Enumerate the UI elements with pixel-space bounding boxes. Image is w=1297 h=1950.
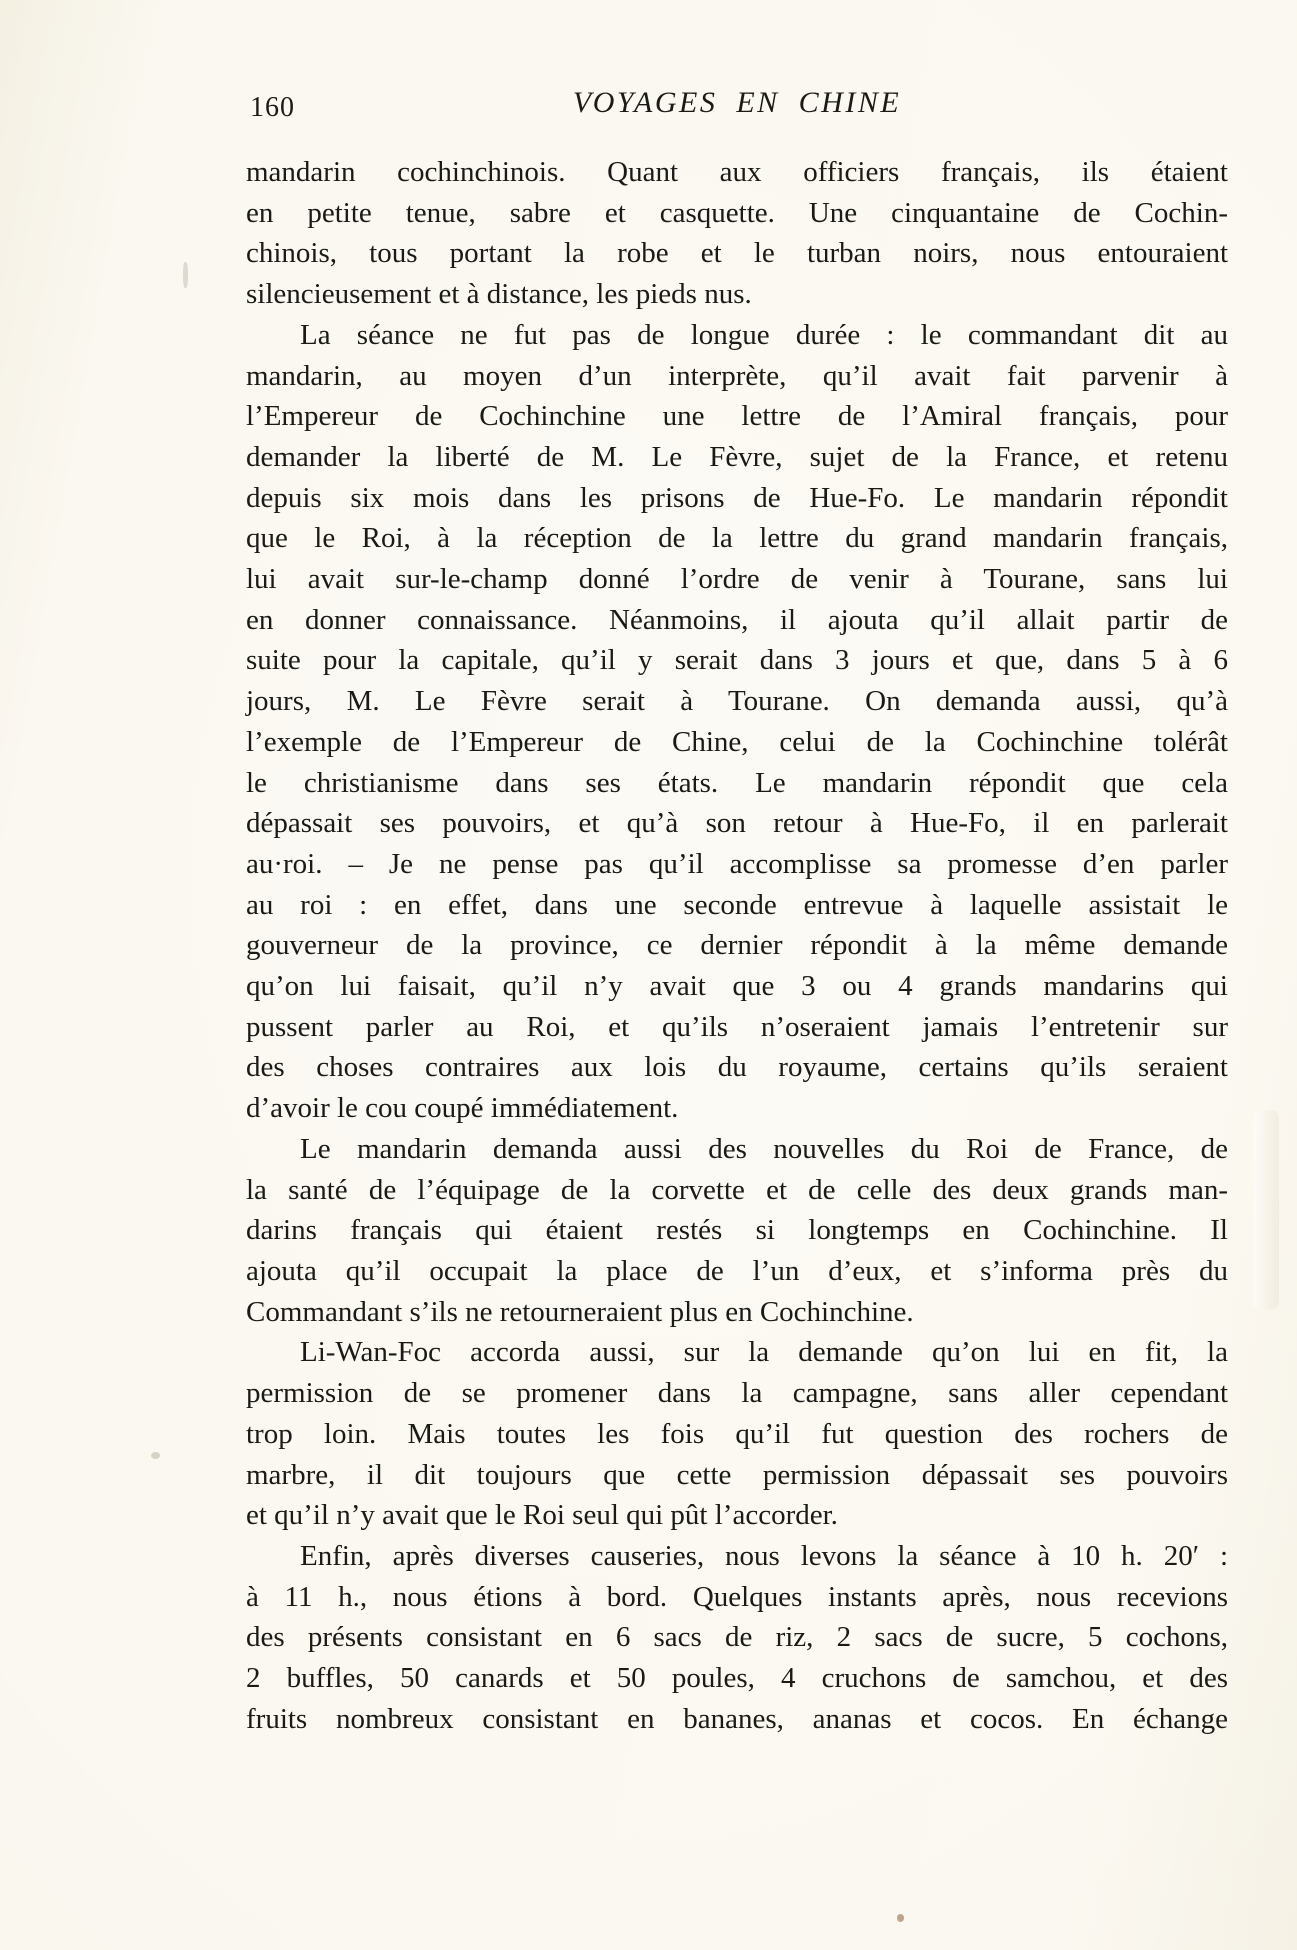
text-line: trop loin. Mais toutes les fois qu’il fut question des rochers de (246, 1417, 1228, 1450)
scan-shadow (1253, 1110, 1279, 1310)
text-line: lui avait sur-le-champ donné l’ordre de venir à Tourane, sans lui (246, 563, 1228, 596)
paragraph (246, 1332, 1228, 1536)
text-line: darins français qui étaient restés si longtemps en Cochinchine. Il (246, 1214, 1228, 1247)
text-line: que le Roi, à la réception de la lettre du grand mandarin français, (246, 522, 1228, 555)
text-line: mandarin cochinchinois. Quant aux officiers français, ils étaient (246, 156, 1228, 188)
text-line: en donner connaissance. Néanmoins, il ajouta qu’il allait partir de (246, 603, 1228, 636)
text-line: Commandant s’ils ne retourneraient plus en Cochinchine. (246, 1295, 914, 1328)
text-line: dépassait ses pouvoirs, et qu’à son retour à Hue-Fo, il en parlerait (246, 807, 1228, 840)
paragraph (246, 315, 1228, 1129)
text-line: au roi : en effet, dans une seconde entrevue à laquelle assistait le (246, 888, 1228, 921)
text-line: l’exemple de l’Empereur de Chine, celui de la Cochinchine tolérât (246, 725, 1228, 758)
text-line: des présents consistant en 6 sacs de riz, 2 sacs de sucre, 5 cochons, (246, 1621, 1228, 1654)
text-line: en petite tenue, sabre et casquette. Une cinquantaine de Cochin- (246, 196, 1228, 229)
text-block (246, 84, 1228, 1739)
text-line: suite pour la capitale, qu’il y serait dans 3 jours et que, dans 5 à 6 (246, 644, 1228, 677)
text-line: au·roi. – Je ne pense pas qu’il accomplisse sa promesse d’en parler (246, 847, 1228, 880)
text-line: La séance ne fut pas de longue durée : le commandant dit au (300, 318, 1228, 351)
text-line: l’Empereur de Cochinchine une lettre de l’Amiral français, pour (246, 400, 1228, 433)
text-line: Enfin, après diverses causeries, nous levons la séance à 10 h. 20′ : (300, 1539, 1228, 1572)
text-line: qu’on lui faisait, qu’il n’y avait que 3 ou 4 grands mandarins qui (246, 970, 1228, 1003)
text-line: gouverneur de la province, ce dernier répondit à la même demande (246, 929, 1228, 962)
paragraph (246, 1129, 1228, 1333)
page-number: 160 (250, 92, 295, 123)
text-line: à 11 h., nous étions à bord. Quelques instants après, nous recevions (246, 1580, 1228, 1613)
text-line: Le mandarin demanda aussi des nouvelles du Roi de France, de (300, 1132, 1228, 1165)
text-line: silencieusement et à distance, les pieds nus. (246, 278, 752, 311)
paragraph (246, 152, 1228, 315)
text-line: fruits nombreux consistant en bananes, ananas et cocos. En échange (246, 1702, 1228, 1735)
text-line: le christianisme dans ses états. Le mandarin répondit que cela (246, 766, 1228, 799)
scan-speck (183, 262, 188, 288)
text-line: mandarin, au moyen d’un interprète, qu’il avait fait parvenir à (246, 359, 1228, 392)
text-line: marbre, il dit toujours que cette permission dépassait ses pouvoirs (246, 1458, 1228, 1491)
text-line: depuis six mois dans les prisons de Hue-Fo. Le mandarin répondit (246, 481, 1228, 514)
text-line: jours, M. Le Fèvre serait à Tourane. On demanda aussi, qu’à (246, 685, 1228, 718)
text-line: permission de se promener dans la campagne, sans aller cependant (246, 1377, 1228, 1410)
scan-speck (897, 1914, 904, 1922)
scan-speck (151, 1452, 160, 1459)
text-line: ajouta qu’il occupait la place de l’un d’eux, et s’informa près du (246, 1254, 1228, 1287)
text-line: la santé de l’équipage de la corvette et de celle des deux grands man- (246, 1173, 1228, 1206)
running-title: VOYAGES EN CHINE (572, 86, 902, 119)
text-line: d’avoir le cou coupé immédiatement. (246, 1092, 679, 1125)
page-body (246, 152, 1228, 1739)
text-line: des choses contraires aux lois du royaume, certains qu’ils seraient (246, 1051, 1228, 1084)
text-line: demander la liberté de M. Le Fèvre, sujet de la France, et retenu (246, 440, 1228, 473)
text-line: chinois, tous portant la robe et le turban noirs, nous entouraient (246, 237, 1228, 270)
paragraph (246, 1536, 1228, 1740)
text-line: 2 buffles, 50 canards et 50 poules, 4 cruchons de samchou, et des (246, 1662, 1228, 1695)
text-line: Li-Wan-Foc accorda aussi, sur la demande qu’on lui en fit, la (300, 1336, 1228, 1369)
text-line: et qu’il n’y avait que le Roi seul qui pût l’accorder. (246, 1499, 838, 1532)
text-line: pussent parler au Roi, et qu’ils n’oseraient jamais l’entretenir sur (246, 1010, 1228, 1043)
page-header (246, 84, 1228, 126)
